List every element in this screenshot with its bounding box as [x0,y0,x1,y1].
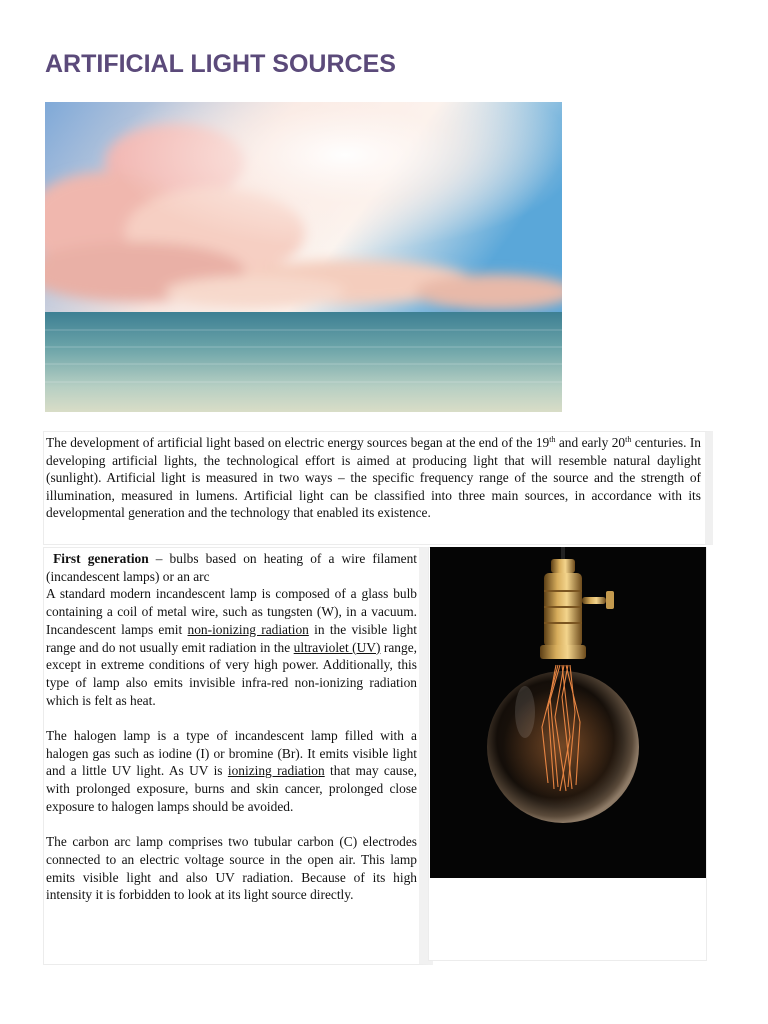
intro-text-1: The development of artificial light based on electric energy sources began at the end of the 19 [46,435,550,450]
first-generation-section [43,547,433,965]
incandescent-text-b: in the visible light range and do not usually emit radiation in the [46,621,418,655]
incandescent-paragraph [46,585,417,709]
ultraviolet-link[interactable]: ultraviolet (UV) [293,639,381,655]
first-generation-heading: First generation [53,551,149,566]
intro-sup-2: th [625,435,632,444]
carbon-arc-paragraph: The carbon arc lamp comprises two tubular carbon (C) electrodes connected to an electric voltage source in the open air. This lamp emits visible light and also UV radiation. Because of its high intensity it is forbidden to look at its light source directly. [46,834,417,903]
incandescent-text-a: A standard modern incandescent lamp is composed of a glass bulb containing a coil of metal wire, such as tungsten (W), in a vacuum. Incandescent lamps emit [46,586,417,637]
first-generation-heading-line [46,550,417,585]
ionizing-radiation-link[interactable]: ionizing radiation [227,763,325,779]
non-ionizing-radiation-link[interactable]: non-ionizing radiation [187,621,309,637]
intro-paragraph [43,431,713,545]
incandescent-text-c: range, except in extreme conditions of very high power. Additionally, this type of lamp also emits invisible infra-red non-ionizing radiation which is felt as heat. [46,639,417,708]
page-title: ARTIFICIAL LIGHT SOURCES [45,50,396,78]
light-bulb-image [430,547,706,878]
halogen-text-b: that may cause, with prolonged exposure, burns and skin cancer, prolonged close exposure to halogen lamps should be avoided. [46,763,417,814]
intro-sup-1: th [549,435,556,444]
halogen-text-a: The halogen lamp is a type of incandescent lamp filled with a halogen gas such as iodine (I) or bromine (Br). It emits visible light and a little UV light. As UV is [46,728,417,779]
halogen-paragraph [46,727,417,816]
intro-text-2: and early 20 [555,435,626,450]
first-generation-heading-rest: – bulbs based on heating of a wire filament (incandescent lamps) or an arc [46,551,417,584]
intro-text-3: centuries. In developing artificial lights, the technological effort is aimed at producing light that will resemble natural daylight (sunlight). Artificial light is measured in two ways – the specific frequency range of the source and the strength of illumination, measured in lumens. Artificial light can be classified into three main sources, in accordance with its developmental generation and the technology that enabled its existence. [46,435,701,521]
hero-sky-image [45,102,562,412]
